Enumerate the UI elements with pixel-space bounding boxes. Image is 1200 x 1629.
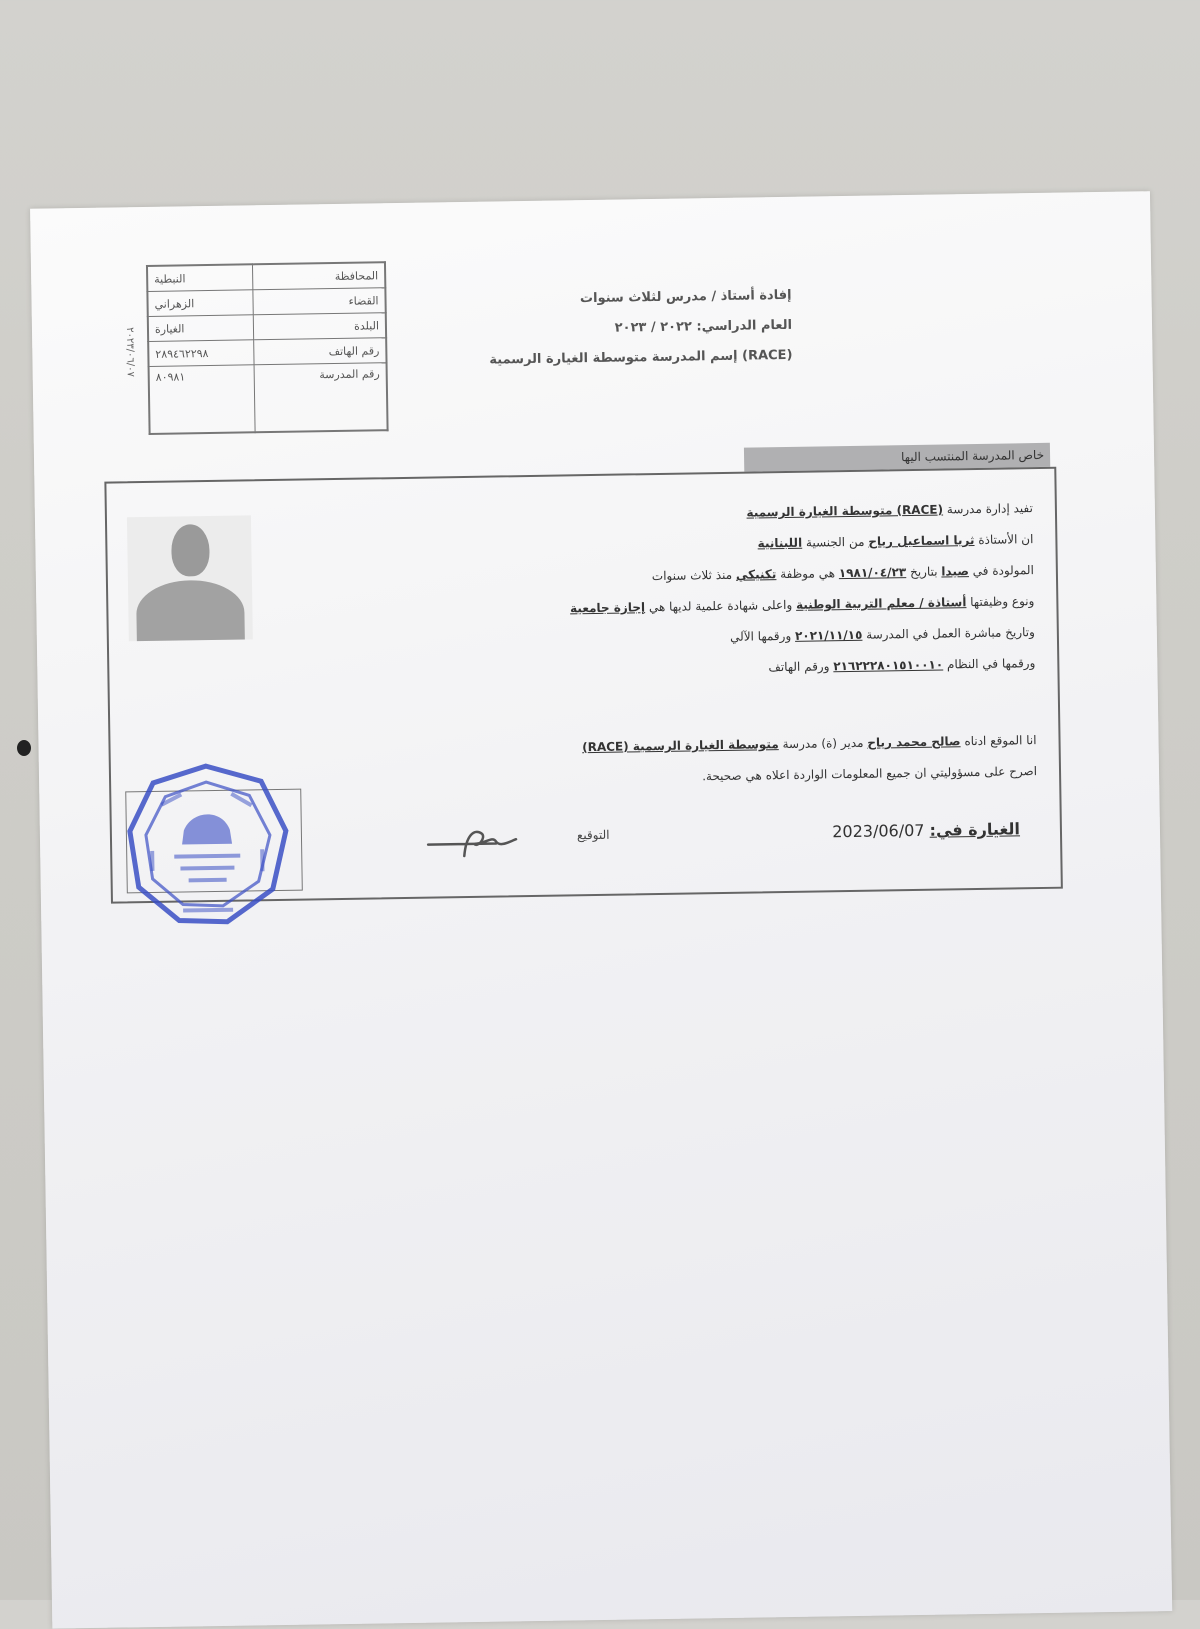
text-label: ورقمها في النظام: [946, 656, 1036, 672]
avatar-head-icon: [171, 524, 210, 577]
text-label: ورقم الهاتف: [768, 659, 830, 675]
table-label: رقم الهاتف: [254, 338, 387, 365]
school-name: متوسطة الغيارة الرسمية (RACE): [582, 737, 779, 755]
document-page: [30, 191, 1172, 1628]
text-label: ان الأستاذة: [978, 532, 1034, 547]
date-value: 2023/06/07: [832, 820, 925, 842]
table-row: [147, 262, 385, 291]
date-line: [832, 819, 1020, 841]
table-value: ٢٨٩٤٦٢٢٩٨: [148, 340, 254, 367]
table-value: الزهراني: [147, 290, 253, 317]
declaration-statement: اصرح على مسؤوليتي ان جميع المعلومات الواردة اعلاه هي صحيحة.: [702, 764, 1038, 784]
table-label: المحافظة: [252, 262, 385, 290]
statement-box: [104, 467, 1063, 904]
document-header: [461, 281, 792, 376]
side-note: ٢٠٢٣/٠٦/٠٧: [123, 327, 136, 378]
text-label: هي موظفة: [780, 566, 836, 582]
director-name: صالح محمد رياح: [867, 734, 961, 750]
header-title: إفادة أستاذ / مدرس لثلاث سنوات: [579, 287, 792, 307]
avatar: [127, 515, 253, 641]
table-row: [148, 338, 386, 367]
date-label: الغيارة في:: [929, 819, 1021, 840]
text-label: بتاريخ: [909, 564, 938, 580]
header-school-name: (RACE) إسم المدرسة متوسطة الغيارة الرسمية: [489, 347, 793, 368]
text-label: ونوع وظيفتها: [970, 594, 1035, 610]
school-name: (RACE) متوسطة الغيارة الرسمية: [746, 502, 944, 520]
job-type: أستاذة / معلم التربية الوطنية: [795, 595, 967, 612]
section-title: خاص المدرسة المنتسب اليها: [744, 443, 1050, 472]
official-stamp-icon: [121, 759, 294, 932]
table-row: [148, 313, 386, 342]
text-label: واعلى شهادة علمية لديها هي: [648, 597, 793, 615]
table-label: رقم المدرسة: [254, 363, 388, 433]
system-number: ٢١٦٢٢٢٨٠١٥١٠٠١٠: [833, 657, 944, 674]
avatar-body-icon: [136, 579, 245, 641]
table-row: [147, 288, 385, 317]
text-label: تفيد إدارة مدرسة: [946, 501, 1034, 517]
header-school-year: العام الدراسي: ٢٠٢٢ / ٢٠٢٣: [614, 317, 793, 336]
table-label: القضاء: [253, 288, 386, 315]
text-label: وتاريخ مباشرة العمل في المدرسة: [866, 625, 1035, 642]
text-label: من الجنسية: [805, 534, 865, 550]
start-date: ٢٠٢١/١١/١٥: [794, 627, 863, 643]
employment-type: تكنيكي: [735, 567, 777, 582]
signature-label: التوقيع: [576, 827, 610, 843]
teacher-name: ثريا اسماعيل رياح: [868, 533, 975, 549]
certificate: إجازة جامعية: [569, 600, 646, 616]
table-value: الغيارة: [148, 315, 254, 342]
statement-body: [413, 493, 1036, 689]
declaration: [416, 725, 1037, 797]
signature-icon: [426, 820, 567, 862]
table-label: البلدة: [253, 313, 386, 340]
text-label: ورقمها الآلي: [729, 628, 792, 644]
table-row: [149, 363, 388, 434]
birthplace: صيدا: [941, 564, 969, 579]
nationality: اللبنانية: [757, 535, 803, 551]
birth-date: ١٩٨١/٠٤/٢٣: [838, 565, 907, 581]
text-label: مدير (ة) مدرسة: [782, 735, 864, 752]
school-info-table: [146, 261, 389, 435]
ink-dot: [17, 740, 31, 756]
text-label: منذ ثلاث سنوات: [651, 567, 733, 584]
text-label: المولودة في: [972, 563, 1034, 579]
table-value: النبطية: [147, 264, 253, 291]
table-value: ٨٠٩٨١: [149, 365, 256, 434]
text-label: انا الموقع ادناه: [964, 733, 1037, 749]
